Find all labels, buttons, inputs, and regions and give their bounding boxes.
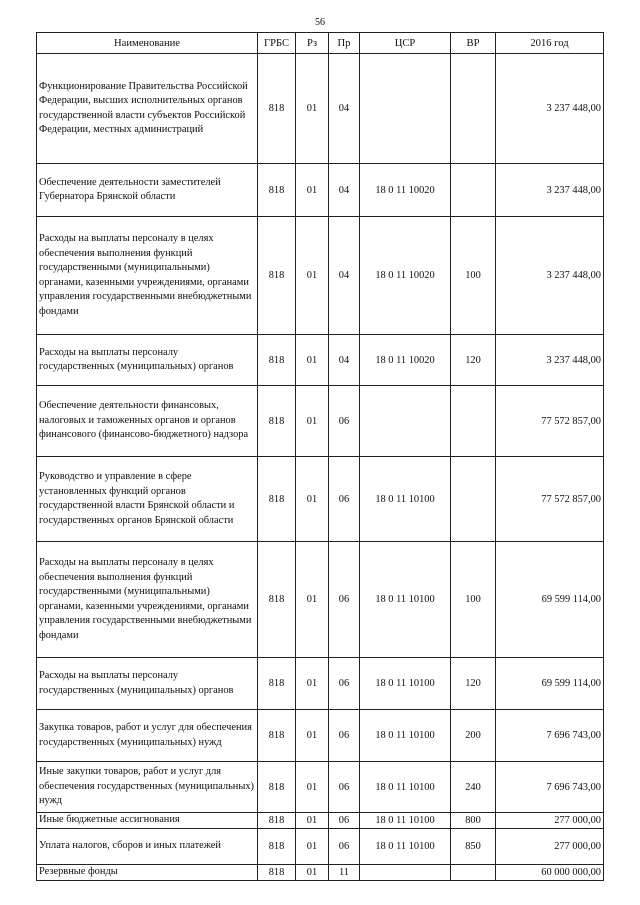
table-row <box>37 865 604 881</box>
table-row <box>37 54 604 164</box>
row-sum: 69 599 114,00 <box>496 658 604 710</box>
row-grbs: 818 <box>258 54 296 164</box>
table-row <box>37 813 604 829</box>
row-grbs: 818 <box>258 865 296 881</box>
row-pr: 04 <box>329 54 360 164</box>
row-vr: 100 <box>451 217 496 335</box>
row-sum: 277 000,00 <box>496 829 604 865</box>
table-row <box>37 217 604 335</box>
row-csr: 18 0 11 10100 <box>360 457 451 542</box>
row-grbs: 818 <box>258 762 296 813</box>
row-rz: 01 <box>296 542 329 658</box>
row-rz: 01 <box>296 865 329 881</box>
header-name: Наименование <box>37 33 258 54</box>
table-header-row <box>37 33 604 54</box>
row-csr: 18 0 11 10100 <box>360 829 451 865</box>
row-grbs: 818 <box>258 335 296 386</box>
row-vr <box>451 457 496 542</box>
page-number: 56 <box>315 17 325 28</box>
row-grbs: 818 <box>258 710 296 762</box>
row-grbs: 818 <box>258 386 296 457</box>
row-pr: 04 <box>329 335 360 386</box>
table-row <box>37 829 604 865</box>
row-name: Закупка товаров, работ и услуг для обеспечения государственных (муниципальных) нужд <box>37 710 258 762</box>
row-rz: 01 <box>296 386 329 457</box>
row-pr: 06 <box>329 542 360 658</box>
row-grbs: 818 <box>258 813 296 829</box>
header-rz: Рз <box>296 33 329 54</box>
row-pr: 06 <box>329 658 360 710</box>
table-row <box>37 710 604 762</box>
row-grbs: 818 <box>258 658 296 710</box>
row-grbs: 818 <box>258 542 296 658</box>
row-rz: 01 <box>296 813 329 829</box>
row-sum: 277 000,00 <box>496 813 604 829</box>
row-rz: 01 <box>296 710 329 762</box>
header-year: 2016 год <box>496 33 604 54</box>
row-pr: 04 <box>329 164 360 217</box>
row-csr: 18 0 11 10100 <box>360 710 451 762</box>
table-row <box>37 658 604 710</box>
table-row <box>37 386 604 457</box>
row-vr: 120 <box>451 658 496 710</box>
row-sum: 77 572 857,00 <box>496 386 604 457</box>
row-name: Расходы на выплаты персоналу в целях обеспечения выполнения функций государственными (муниципальными) органами, казенными учреждениями, органами управления государственными внебюджетными фондами <box>37 217 258 335</box>
row-csr <box>360 54 451 164</box>
row-rz: 01 <box>296 217 329 335</box>
row-vr <box>451 386 496 457</box>
row-csr: 18 0 11 10020 <box>360 335 451 386</box>
row-rz: 01 <box>296 335 329 386</box>
row-name: Расходы на выплаты персоналу государственных (муниципальных) органов <box>37 658 258 710</box>
row-csr <box>360 386 451 457</box>
row-sum: 3 237 448,00 <box>496 54 604 164</box>
row-name: Расходы на выплаты персоналу в целях обеспечения выполнения функций государственными (муниципальными) органами, казенными учреждениями, органами управления государственными внебюджетными фондами <box>37 542 258 658</box>
row-rz: 01 <box>296 164 329 217</box>
row-csr: 18 0 11 10100 <box>360 762 451 813</box>
row-sum: 3 237 448,00 <box>496 335 604 386</box>
row-pr: 06 <box>329 457 360 542</box>
row-vr <box>451 54 496 164</box>
budget-table <box>36 32 604 881</box>
row-rz: 01 <box>296 457 329 542</box>
row-pr: 11 <box>329 865 360 881</box>
header-vr: ВР <box>451 33 496 54</box>
row-name: Уплата налогов, сборов и иных платежей <box>37 829 258 865</box>
row-grbs: 818 <box>258 829 296 865</box>
row-csr: 18 0 11 10100 <box>360 658 451 710</box>
row-name: Иные закупки товаров, работ и услуг для обеспечения государственных (муниципальных) нужд <box>37 762 258 813</box>
row-vr: 100 <box>451 542 496 658</box>
row-vr: 240 <box>451 762 496 813</box>
row-csr: 18 0 11 10100 <box>360 542 451 658</box>
row-vr: 200 <box>451 710 496 762</box>
row-grbs: 818 <box>258 164 296 217</box>
row-sum: 7 696 743,00 <box>496 762 604 813</box>
row-sum: 7 696 743,00 <box>496 710 604 762</box>
table-row <box>37 164 604 217</box>
row-rz: 01 <box>296 829 329 865</box>
row-rz: 01 <box>296 658 329 710</box>
row-grbs: 818 <box>258 217 296 335</box>
row-csr <box>360 865 451 881</box>
row-pr: 06 <box>329 762 360 813</box>
row-csr: 18 0 11 10100 <box>360 813 451 829</box>
table-row <box>37 542 604 658</box>
row-vr <box>451 164 496 217</box>
row-sum: 60 000 000,00 <box>496 865 604 881</box>
table-row <box>37 335 604 386</box>
header-csr: ЦСР <box>360 33 451 54</box>
row-csr: 18 0 11 10020 <box>360 164 451 217</box>
row-pr: 06 <box>329 829 360 865</box>
row-pr: 06 <box>329 813 360 829</box>
row-sum: 3 237 448,00 <box>496 217 604 335</box>
row-sum: 3 237 448,00 <box>496 164 604 217</box>
row-pr: 04 <box>329 217 360 335</box>
row-sum: 77 572 857,00 <box>496 457 604 542</box>
row-name: Функционирование Правительства Российской Федерации, высших исполнительных органов государственной власти субъектов Российской Федерации, местных администраций <box>37 54 258 164</box>
row-name: Расходы на выплаты персоналу государственных (муниципальных) органов <box>37 335 258 386</box>
row-name: Обеспечение деятельности финансовых, налоговых и таможенных органов и органов финансового (финансово-бюджетного) надзора <box>37 386 258 457</box>
row-name: Обеспечение деятельности заместителей Губернатора Брянской области <box>37 164 258 217</box>
row-vr <box>451 865 496 881</box>
row-pr: 06 <box>329 386 360 457</box>
row-rz: 01 <box>296 762 329 813</box>
row-name: Иные бюджетные ассигнования <box>37 813 258 829</box>
row-name: Резервные фонды <box>37 865 258 881</box>
row-vr: 850 <box>451 829 496 865</box>
row-rz: 01 <box>296 54 329 164</box>
header-pr: Пр <box>329 33 360 54</box>
row-grbs: 818 <box>258 457 296 542</box>
header-grbs: ГРБС <box>258 33 296 54</box>
row-csr: 18 0 11 10020 <box>360 217 451 335</box>
table-row <box>37 457 604 542</box>
row-vr: 800 <box>451 813 496 829</box>
row-pr: 06 <box>329 710 360 762</box>
table-row <box>37 762 604 813</box>
row-sum: 69 599 114,00 <box>496 542 604 658</box>
row-vr: 120 <box>451 335 496 386</box>
row-name: Руководство и управление в сфере установленных функций органов государственной власти Брянской области и государственных органов Брянской области <box>37 457 258 542</box>
